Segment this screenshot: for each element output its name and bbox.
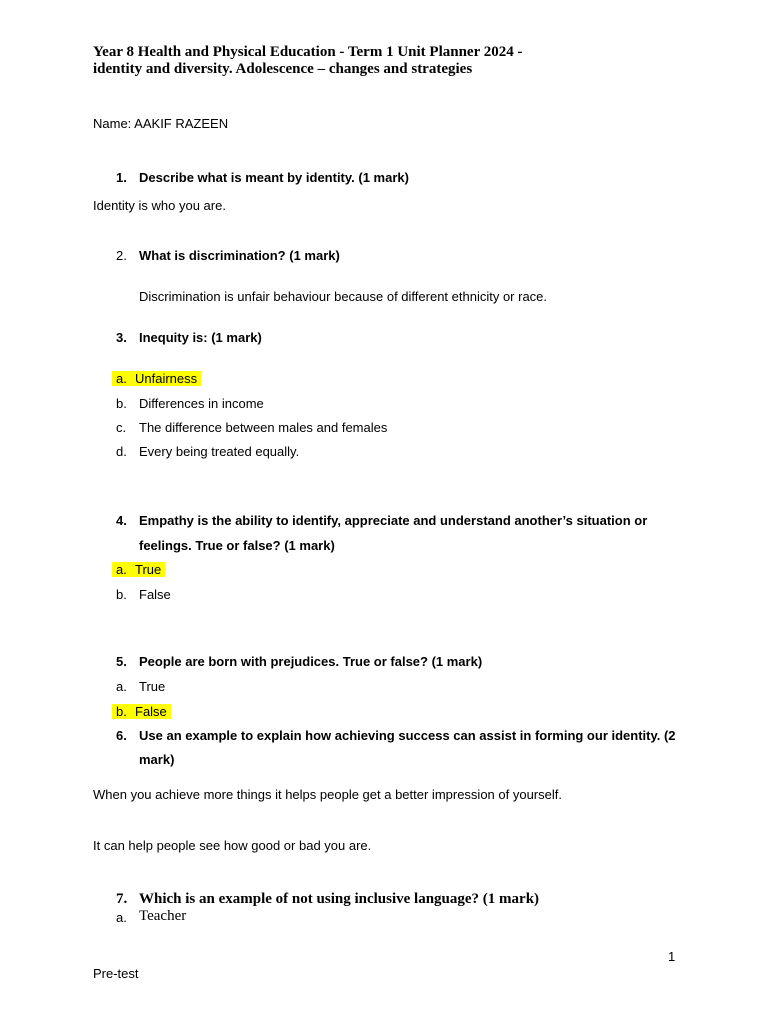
footer-label: Pre-test <box>93 966 139 981</box>
highlighted-answer: Unfairness <box>131 371 201 386</box>
question-6-text-line-1: Use an example to explain how achieving success can assist in forming our identity. (2 <box>139 728 676 743</box>
question-7-number: 7. <box>116 891 128 907</box>
question-4-option-b-letter: b. <box>116 587 127 602</box>
question-3-option-b-letter: b. <box>116 396 127 411</box>
question-7-option-a-letter: a. <box>116 910 127 925</box>
question-1-text: Describe what is meant by identity. (1 mark) <box>139 170 409 185</box>
question-6-text-line-2: mark) <box>139 752 175 767</box>
highlighted-answer: False <box>131 704 171 719</box>
question-6-answer-2: It can help people see how good or bad you are. <box>93 838 372 853</box>
page-number: 1 <box>668 949 676 964</box>
student-name: Name: AAKIF RAZEEN <box>93 116 229 131</box>
question-3-option-c: The difference between males and females <box>139 420 388 435</box>
question-5-number: 5. <box>116 654 127 669</box>
question-5-option-a: True <box>139 679 166 694</box>
question-1-number: 1. <box>116 170 127 185</box>
question-2-answer: Discrimination is unfair behaviour because of different ethnicity or race. <box>139 289 548 304</box>
question-5-option-a-letter: a. <box>116 679 127 694</box>
question-3-option-d: Every being treated equally. <box>139 444 300 459</box>
question-6-number: 6. <box>116 728 127 743</box>
question-5-text: People are born with prejudices. True or false? (1 mark) <box>139 654 483 669</box>
question-6-answer-1: When you achieve more things it helps people get a better impression of yourself. <box>93 787 562 802</box>
question-3-option-c-letter: c. <box>116 420 127 435</box>
question-4-number: 4. <box>116 513 127 528</box>
question-2-number: 2. <box>116 248 127 263</box>
highlighted-answer: True <box>131 562 165 577</box>
question-2-text: What is discrimination? (1 mark) <box>139 248 340 263</box>
question-5-option-b-letter: b. <box>116 704 131 720</box>
question-4-option-a <box>135 562 165 578</box>
question-7-option-a: Teacher <box>139 908 187 924</box>
question-4-text-line-1: Empathy is the ability to identify, appreciate and understand another’s situation or <box>139 513 648 528</box>
question-4-text-line-2: feelings. True or false? (1 mark) <box>139 538 335 553</box>
document-title-line-1: Year 8 Health and Physical Education - Term 1 Unit Planner 2024 - <box>93 44 523 60</box>
question-3-option-d-letter: d. <box>116 444 127 459</box>
question-3-option-a <box>135 371 201 387</box>
question-4-option-a-letter: a. <box>116 562 131 578</box>
question-3-option-a-letter: a. <box>116 371 131 387</box>
question-4-option-b: False <box>139 587 171 602</box>
question-3-text: Inequity is: (1 mark) <box>139 330 262 345</box>
document-title-line-2: identity and diversity. Adolescence – changes and strategies <box>93 61 473 77</box>
question-7-text: Which is an example of not using inclusive language? (1 mark) <box>139 891 540 907</box>
question-3-number: 3. <box>116 330 127 345</box>
question-3-option-b: Differences in income <box>139 396 264 411</box>
question-5-option-b <box>135 704 171 720</box>
question-1-answer: Identity is who you are. <box>93 198 226 213</box>
